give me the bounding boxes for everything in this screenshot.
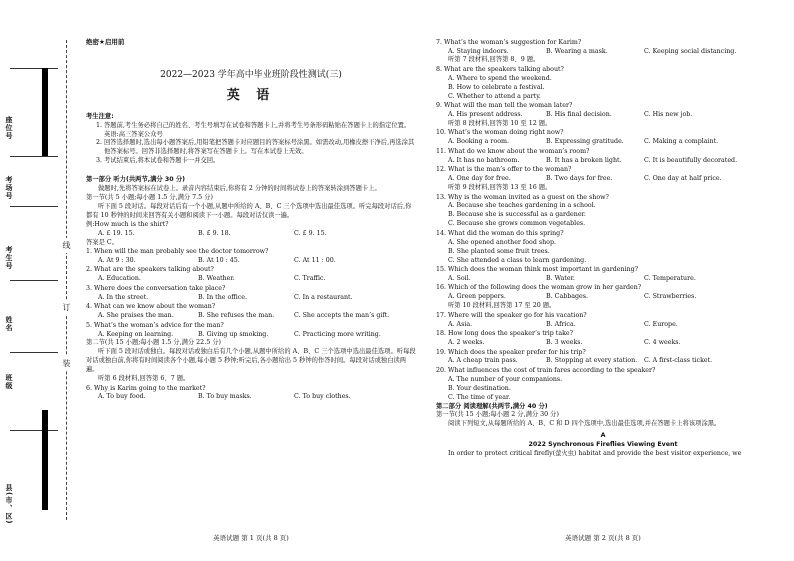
- question-options: [436, 357, 770, 366]
- option-a: A. Booking a room.: [448, 138, 509, 146]
- option-a: A. Where to spend the weekend.: [448, 74, 552, 82]
- option-a: A. Soil.: [448, 274, 471, 282]
- question-options: [436, 75, 770, 102]
- binding-word-bind: 装: [62, 356, 71, 371]
- black-strip: [42, 68, 48, 156]
- cut-line: [66, 40, 67, 520]
- option-c: C. It is beautifully decorated.: [644, 156, 738, 164]
- option-c: C. One day at half price.: [644, 175, 722, 183]
- option-b: B. Two days for free.: [546, 175, 613, 183]
- option-b: B. It has a broken light.: [546, 156, 622, 164]
- section1-title: 第一节(共 5 小题;每小题 1.5 分,满分 7.5 分): [86, 193, 213, 201]
- question-options: [436, 157, 770, 166]
- option-b: B. She planted some fruit trees.: [448, 247, 550, 255]
- confidential-note: 绝密★启用前: [86, 38, 125, 46]
- option-c: C. Europe.: [644, 320, 678, 328]
- option-b: B. 3 weeks.: [546, 339, 583, 347]
- question-stem: 1. When will the man probably see the doctor tomorrow?: [86, 248, 269, 255]
- question-stem: 9. What will the man tell the woman later?: [436, 102, 573, 110]
- question-stem: 19. Which does the speaker prefer for his trip?: [436, 348, 586, 356]
- candidate-number-label: 考生号: [5, 246, 13, 270]
- option-c: C. His new job.: [644, 111, 693, 119]
- option-b: B. Cabbages.: [546, 293, 589, 301]
- section2-intro: 听下面 5 段对话或独白。每段对话或独白后有几个小题,从题中所给的 A、B、C 三个选项中选出最佳选项。听每段对话或独白前,你将有时间阅读各个小题,每小题 5 秒钟;听完后,各小题给出 5 秒钟的作答时间。每段对话或独白读两遍。: [86, 348, 416, 374]
- section1-questions: [86, 248, 416, 339]
- question-stem: 3. Where does the conversation take place?: [86, 284, 226, 292]
- option-b: B. Weather.: [198, 275, 235, 283]
- page-1: [86, 38, 416, 543]
- candidate-number-line: [10, 206, 58, 207]
- question-options: [436, 175, 770, 184]
- option-b: B. At 10 : 45.: [198, 256, 240, 264]
- notice-item: 3. 考试结束后,将本试卷和答题卡一并交回。: [96, 157, 220, 165]
- option-a: A. One day for free.: [448, 175, 511, 183]
- seat-number-label: 座位号: [5, 116, 13, 140]
- option-a: A. 2 weeks.: [448, 339, 485, 347]
- option-a: A. At 9 : 30.: [98, 256, 136, 264]
- question-options: [436, 339, 770, 348]
- seat-number-line: [10, 68, 58, 69]
- section2-title: 第二节(共 15 小题;每小题 1.5 分,满分 22.5 分): [86, 339, 221, 347]
- option-a: A. Staying indoors.: [448, 47, 509, 55]
- option-c: C. Strawberries.: [644, 293, 697, 301]
- option-c: C. At 11 : 00.: [294, 256, 336, 264]
- option-b: B. Wearing a mask.: [546, 47, 608, 55]
- black-strip: [42, 410, 48, 510]
- option-a: A. In the street.: [98, 293, 149, 301]
- option-a: A. It has no bathroom.: [448, 156, 520, 164]
- page-footer: 英语试题 第 1 页(共 8 页): [213, 534, 289, 543]
- question-stem: 4. What can we know about the woman?: [86, 303, 216, 311]
- question-stem: 12. What is the man’s offer to the woman?: [436, 166, 572, 174]
- option-b: B. Giving up smoking.: [198, 330, 269, 338]
- option-c: C. To buy clothes.: [294, 393, 351, 401]
- option-c: C. A first-class ticket.: [644, 357, 713, 365]
- option-b: B. Water.: [546, 274, 575, 282]
- listen-note: 听第 9 段材料,回答第 13 至 16 题。: [448, 184, 552, 192]
- option-c: C. The time of year.: [448, 393, 511, 401]
- question-options: [436, 239, 770, 266]
- class-line: [10, 352, 58, 353]
- option-b: B. How to celebrate a festival.: [448, 83, 545, 91]
- exam-room-label: 考场号: [5, 176, 13, 200]
- option-c: C. She accepts the man’s gift.: [294, 312, 390, 320]
- option-b: B. Your destination.: [448, 384, 511, 392]
- part2-intro: 阅读下列短文,从每题所给的 A、B、C 和 D 四个选项中,选出最佳选项,并在答题卡上将该项涂黑。: [448, 420, 721, 428]
- listen-note: 听第 8 段材料,回答第 10 至 12 题。: [448, 119, 552, 127]
- question-stem: 20. What influences the cost of train fares according to the speaker?: [436, 366, 656, 374]
- question-stem: 13. Why is the woman invited as a guest on the show?: [436, 193, 609, 201]
- option-c: C. Traffic.: [294, 275, 326, 283]
- name-label: 姓名: [5, 316, 13, 332]
- listen-note: 听第 7 段材料,回答第 8、9 题。: [448, 56, 540, 64]
- option-a: A. £ 19. 15.: [98, 229, 135, 237]
- option-a: A. She opened another food shop.: [448, 238, 556, 246]
- option-b: B. Africa.: [546, 320, 576, 328]
- question-stem: 15. Which does the woman think most important in gardening?: [436, 266, 639, 273]
- question-options: [86, 294, 416, 303]
- exam-title: 2022—2023 学年高中毕业班阶段性测试(三): [160, 69, 342, 80]
- option-b: B. To buy masks.: [198, 393, 252, 401]
- section1-intro: 听下面 5 段对话。每段对话后有一个小题,从题中所给的 A、B、C 三个选项中选出最佳选项。听完每段对话后,你都有 10 秒钟的时间来回答有关小题和阅读下一小题。每段对话仅读一遍。: [86, 202, 412, 219]
- question-stem: 5. What’s the woman’s advice for the man?: [86, 321, 224, 329]
- option-b: B. Expressing gratitude.: [546, 138, 624, 146]
- question-options: [436, 293, 770, 302]
- exam-room-line: [10, 156, 58, 157]
- question-stem: 8. What are the speakers talking about?: [436, 65, 564, 73]
- question-stem: 16. Which of the following does the woman grow in her garden?: [436, 284, 642, 292]
- question-stem: 17. Where will the speaker go for his vacation?: [436, 311, 587, 319]
- option-c: C. Practicing more writing.: [294, 330, 381, 338]
- name-line: [10, 280, 58, 281]
- option-a: A. She praises the man.: [98, 312, 174, 320]
- option-c: C. Temperature.: [644, 274, 696, 282]
- option-b: B. Stopping at every station.: [546, 357, 638, 365]
- option-a: A. His present address.: [448, 111, 523, 119]
- part1-intro: 做题时,先将答案标在试卷上。录音内容结束后,你将有 2 分钟的时间将试卷上的答案转涂到答题卡上。: [98, 185, 381, 193]
- option-a: A. Green peppers.: [448, 293, 506, 301]
- question-options: [436, 202, 770, 229]
- notice-item: 2. 回答选择题时,选出每小题答案后,用铅笔把答题卡对应题目的答案标号涂黑。如需改动,用橡皮擦干净后,再选涂其他答案标号。回答非选择题时,将答案写在答题卡上。写在本试卷上无效。: [96, 139, 415, 156]
- notice-item: 1. 答题前,考生务必将自己的姓名、考生号填写在试卷和答题卡上,并将考生号条形码粘贴在答题卡上的指定位置。英语:高三答案公众号: [96, 121, 411, 138]
- question-options: [436, 111, 770, 120]
- example-answer: 答案是 C。: [86, 238, 119, 246]
- example-options: [86, 230, 416, 239]
- question-options: [436, 321, 770, 330]
- option-c: C. £ 9. 15.: [294, 229, 327, 237]
- option-c: C. Keeping social distancing.: [644, 47, 737, 55]
- question-options: [436, 138, 770, 147]
- option-b: B. £ 9. 18.: [198, 229, 231, 237]
- option-b: B. His final decision.: [546, 111, 612, 119]
- option-c: C. Making a complaint.: [644, 138, 719, 146]
- listen-note: 听第 6 段材料,回答第 6、7 题。: [98, 375, 190, 383]
- option-a: A. Because she teaches gardening in a school.: [448, 202, 596, 210]
- listen-note: 听第 10 段材料,回答第 17 至 20 题。: [448, 302, 556, 310]
- question-6: 6. Why is Karim going to the market?: [86, 384, 206, 392]
- option-a: A. Asia.: [448, 320, 473, 328]
- option-a: A. To buy food.: [98, 393, 146, 401]
- listening-questions: [436, 39, 770, 403]
- binding-word-line: 线: [62, 238, 71, 253]
- option-a: A. Education.: [98, 275, 141, 283]
- question-6-options: [86, 393, 416, 402]
- option-c: C. She attended a class to learn gardening.: [448, 256, 587, 264]
- option-c: C. 4 weeks.: [644, 339, 681, 347]
- option-c: C. In a restaurant.: [294, 293, 353, 301]
- part2-section-title: 第一节(共 15 小题;每小题 2 分,满分 30 分): [436, 411, 559, 419]
- example-question: 例:How much is the shirt?: [86, 220, 169, 228]
- option-c: C. Whether to attend a party.: [448, 92, 541, 100]
- page-2: [436, 38, 770, 543]
- question-stem: 7. What’s the woman’s suggestion for Karim?: [436, 38, 582, 46]
- question-stem: 18. How long does the speaker’s trip take?: [436, 330, 573, 338]
- question-options: [436, 376, 770, 403]
- option-a: A. The number of your companions.: [448, 375, 563, 383]
- option-b: B. She refuses the man.: [198, 312, 275, 320]
- page-footer: 英语试题 第 2 页(共 8 页): [565, 534, 641, 543]
- part1-title: 第一部分 听力(共两节,满分 30 分): [86, 176, 186, 184]
- question-options: [86, 275, 416, 284]
- county-label: 县(市、区): [5, 484, 13, 525]
- question-options: [436, 275, 770, 284]
- question-options: [86, 312, 416, 321]
- class-label: 班级: [5, 374, 13, 390]
- option-c: C. Because she grows common vegetables.: [448, 220, 586, 228]
- passage-text: In order to protect critical firefly(萤火虫) habitat and provide the best visitor experience, we: [448, 450, 742, 458]
- binding-word-order: 订: [62, 300, 71, 315]
- passage-letter: A: [600, 432, 606, 440]
- subject-title: 英 语: [226, 87, 276, 103]
- question-options: [86, 257, 416, 266]
- question-stem: 14. What did the woman do this spring?: [436, 229, 564, 237]
- part2-title: 第二部分 阅读理解(共两节,满分 40 分): [436, 402, 548, 410]
- option-b: B. Because she is successful as a gardener.: [448, 211, 586, 219]
- binding-margin: [0, 0, 78, 561]
- question-stem: 10. What’s the woman doing right now?: [436, 129, 564, 137]
- option-a: A. A cheap train pass.: [448, 357, 518, 365]
- option-a: A. Keeping on learning.: [98, 330, 174, 338]
- county-line: [10, 430, 58, 431]
- question-stem: 2. What are the speakers talking about?: [86, 266, 214, 274]
- option-b: B. In the office.: [198, 293, 248, 301]
- passage-title: 2022 Synchronous Fireflies Viewing Event: [528, 441, 678, 449]
- question-stem: 11. What do we know about the woman’s room?: [436, 147, 590, 155]
- notice-title: 考生注意:: [86, 112, 114, 120]
